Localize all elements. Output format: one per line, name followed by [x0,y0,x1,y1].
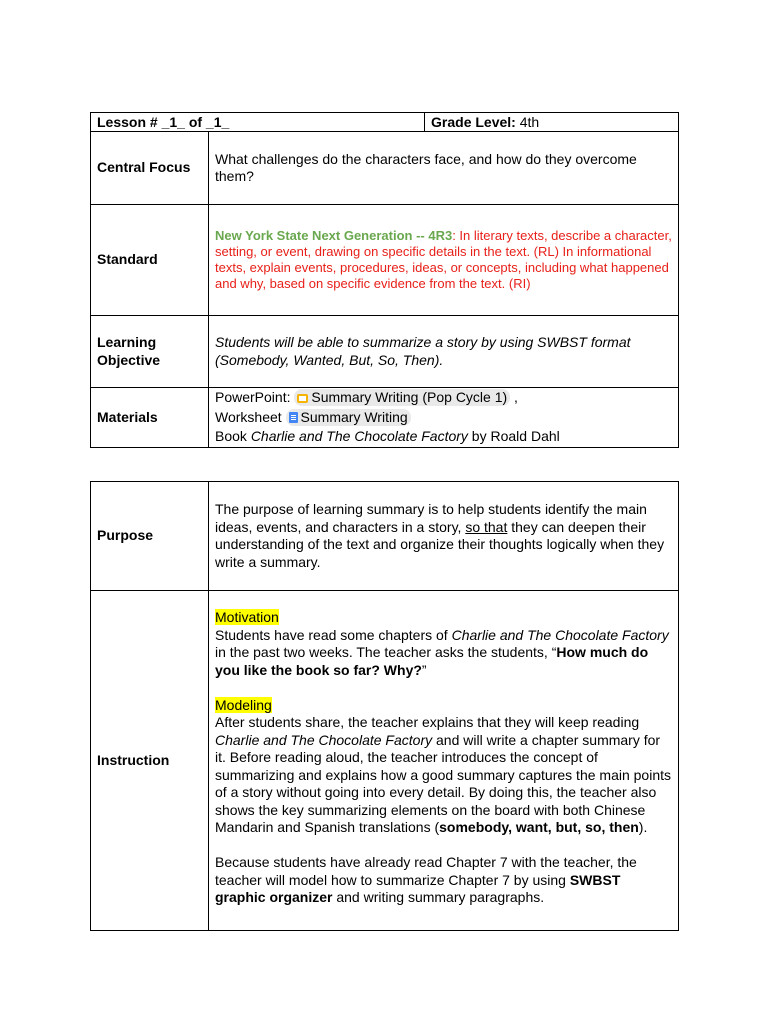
purpose-label: Purpose [91,482,209,591]
purpose-text-underlined: so that [465,518,508,535]
learning-objective-label: Learning Objective [91,316,209,388]
standard-description: : In literary texts, describe a character, setting, or event, drawing on specific details in the text. (RL) In informational texts, explain events, procedures, ideas, or concepts, including what happened and why, based on specific evidence from the text. (RI) [215,228,672,291]
modeling-chapter-paragraph [215,854,672,907]
powerpoint-link-text: Summary Writing (Pop Cycle 1) [311,389,508,405]
book-title: Charlie and The Chocolate Factory [250,428,468,444]
worksheet-prefix: Worksheet [215,408,286,425]
powerpoint-prefix: PowerPoint: [215,389,295,405]
central-focus-row [91,132,679,205]
standard-text-cell [209,205,679,316]
motivation-question: How much do you like the book so far? Why? [215,644,649,678]
motivation-text-3: ” [421,661,427,678]
purpose-text-2: they can deepen their understanding of the text and organize their thoughts logically when they write a summary. [215,518,665,570]
lesson-number: Lesson # _1_ of _1_ [97,113,230,130]
modeling-text-1: After students share, the teacher explains that they will keep reading [215,714,640,730]
modeling-paragraph [215,714,672,837]
instruction-text-cell [209,591,679,931]
learning-objective-text: Students will be able to summarize a story by using SWBST format (Somebody, Wanted, But, So, Then). [209,316,679,388]
purpose-text-cell [209,482,679,591]
central-focus-text: What challenges do the characters face, and how do they overcome them? [209,132,679,205]
materials-label: Materials [91,388,209,448]
materials-worksheet-line [215,408,672,428]
standard-title: New York State Next Generation -- 4R3 [215,228,453,243]
purpose-row [91,482,679,591]
instruction-row [91,591,679,931]
learning-objective-row [91,316,679,388]
materials-row [91,388,679,448]
instruction-label: Instruction [91,591,209,931]
worksheet-link-chip[interactable] [286,409,411,426]
lesson-number-cell [91,113,425,132]
standard-row [91,205,679,316]
lesson-plan-table [90,481,679,931]
modeling-text-2: and will write a chapter summary for it. Before reading aloud, the teacher introduces the concept of summarizing and explains how a good summary captures the main points of a story without going into every detail. By doing this, the teacher also shows the key summarizing elements on the board with both Chinese Mandarin and Spanish translations ( [215,731,672,835]
powerpoint-suffix: , [510,389,518,405]
motivation-paragraph [215,627,672,680]
book-prefix: Book [215,428,251,444]
central-focus-label: Central Focus [91,132,209,205]
modeling-heading: Modeling [215,696,272,713]
modeling-book-title: Charlie and The Chocolate Factory [215,731,433,748]
graphic-organizer-term: SWBST graphic organizer [215,871,621,905]
powerpoint-link-chip[interactable] [294,389,510,406]
motivation-text-2: in the past two weeks. The teacher asks the students, “ [215,644,557,660]
grade-level-cell [425,113,679,132]
grade-level-label: Grade Level: [431,113,516,130]
modeling-terms: somebody, want, but, so, then [439,819,639,835]
slides-icon [297,394,308,403]
grade-level-value: 4th [519,113,540,130]
purpose-text-1: The purpose of learning summary is to help students identify the main ideas, events, and characters in a story, [215,501,647,535]
worksheet-link-text: Summary Writing [300,408,408,425]
docs-icon [289,412,298,423]
book-suffix: by Roald Dahl [467,428,560,444]
motivation-book-title: Charlie and The Chocolate Factory [451,626,669,643]
chapter-text-2: and writing summary paragraphs. [332,889,545,905]
motivation-heading: Motivation [215,609,279,625]
chapter-text-1: Because students have already read Chapter 7 with the teacher, the teacher will model how to summarize Chapter 7 by using [215,854,637,888]
lesson-info-table [90,112,679,448]
materials-book-line [215,427,672,447]
lesson-header-row [91,113,679,132]
motivation-text-1: Students have read some chapters of [215,626,452,643]
materials-cell [209,388,679,448]
modeling-text-3: ). [638,819,648,835]
materials-powerpoint-line [215,388,672,408]
standard-label: Standard [91,205,209,316]
